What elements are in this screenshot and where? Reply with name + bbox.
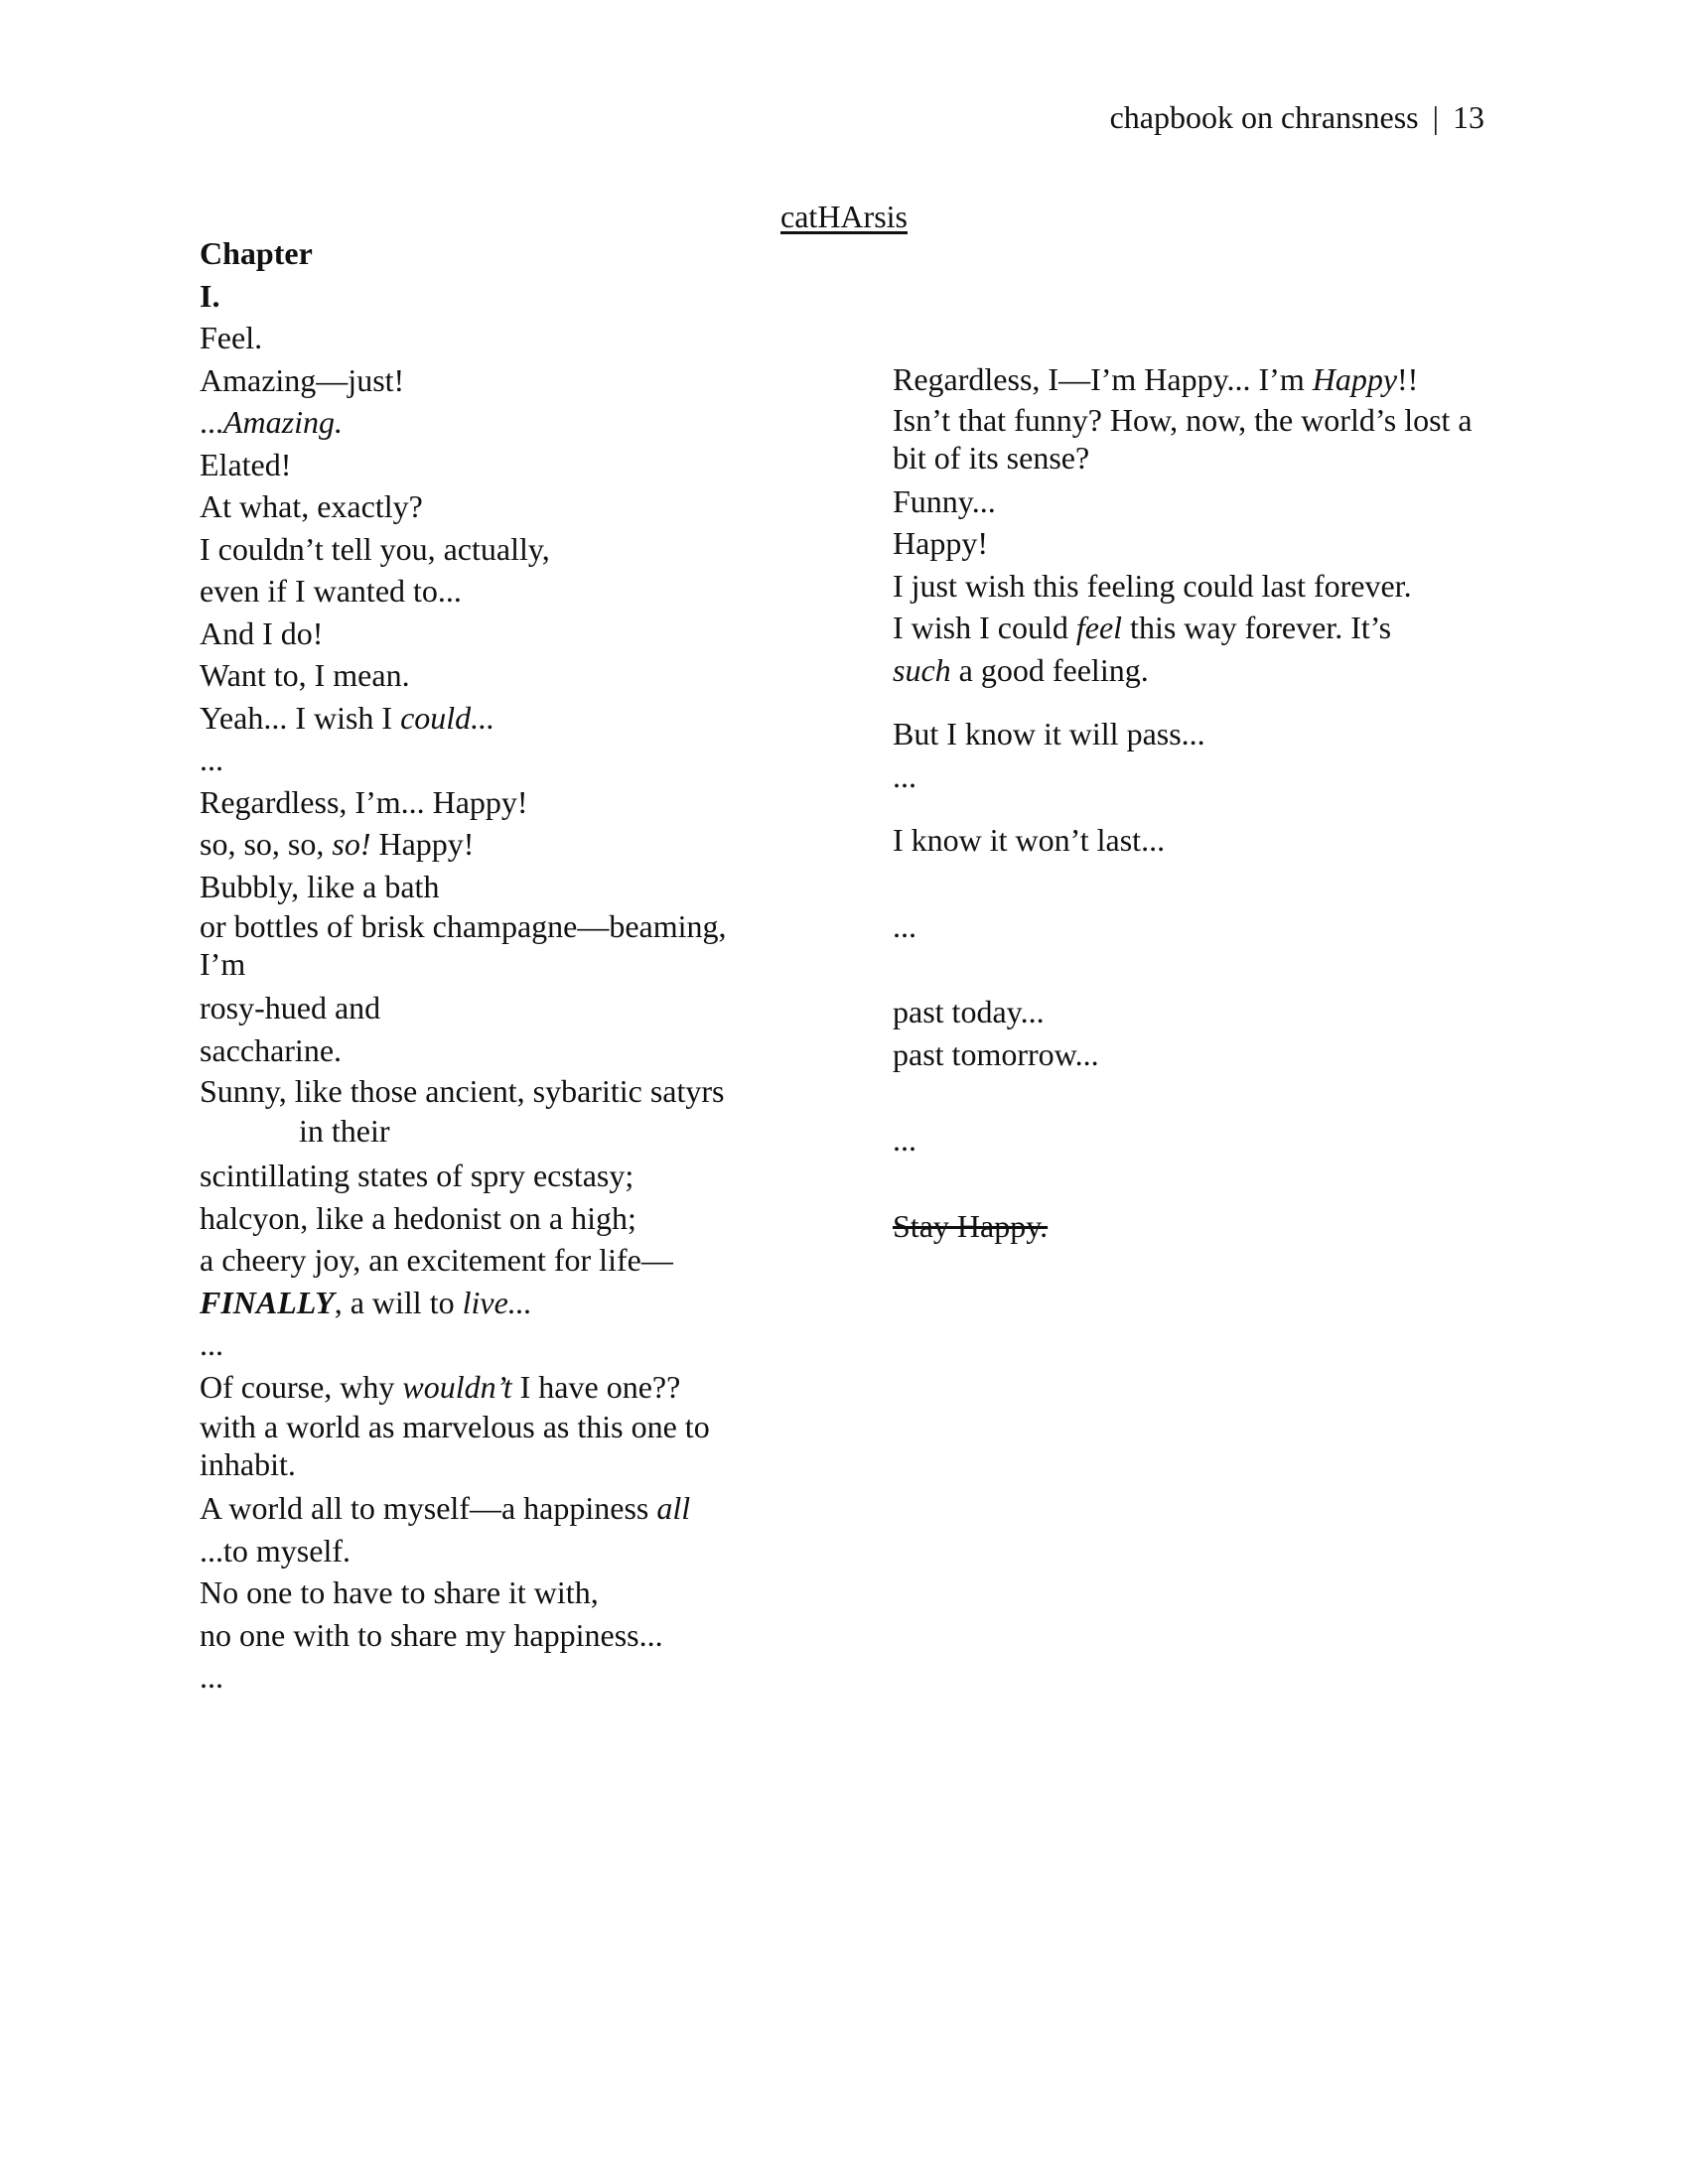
verse-line: Isn’t that funny? How, now, the world’s lost a bit of its sense? xyxy=(893,401,1473,476)
ellipsis-line: ... xyxy=(200,1659,223,1695)
stanza-break xyxy=(893,1161,1488,1183)
ellipsis-line: ... xyxy=(893,757,916,794)
running-header xyxy=(1110,97,1484,137)
verse-fragment: A world all to myself—a happiness xyxy=(200,1490,657,1526)
verse-emphasis: Amazing. xyxy=(223,404,343,440)
verse-line: with a world as marvelous as this one to inhabit. xyxy=(200,1409,710,1482)
verse-line: saccharine. xyxy=(200,1031,343,1068)
poem-title xyxy=(0,197,1688,236)
verse-line: Funny... xyxy=(893,482,996,519)
stanza-break xyxy=(893,862,1488,884)
stanza-break xyxy=(893,969,1488,991)
ellipsis-line: ... xyxy=(200,742,223,777)
verse-line: rosy-hued and xyxy=(200,990,381,1025)
verse-line: Happy! xyxy=(893,525,988,561)
verse-line: No one to have to share it with, xyxy=(200,1574,599,1610)
stanza-break xyxy=(893,797,1488,819)
verse-emphasis: Happy xyxy=(1312,361,1398,397)
verse-line xyxy=(893,607,1488,649)
verse-fragment: Sunny, like those ancient, sybaritic satyrs xyxy=(200,1073,725,1109)
verse-line: Feel. xyxy=(200,320,263,355)
verse-line: Regardless, I’m... Happy! xyxy=(200,783,528,820)
stanza-break xyxy=(893,1097,1488,1119)
verse-fragment: so, so, so, xyxy=(200,826,333,862)
chapter-label: Chapter xyxy=(200,235,313,271)
chapter-numeral: I. xyxy=(200,277,220,314)
verse-line xyxy=(200,697,756,740)
ellipsis-line: ... xyxy=(893,907,916,944)
verse-line: Elated! xyxy=(200,446,292,482)
verse-line: Want to, I mean. xyxy=(200,657,410,693)
verse-emphasis: such xyxy=(893,651,951,688)
verse-line: Bubbly, like a bath xyxy=(200,868,440,904)
verse-line xyxy=(200,1487,756,1530)
verse-fragment: ... xyxy=(200,404,223,440)
right-column xyxy=(893,358,1488,1247)
verse-line xyxy=(200,401,756,444)
left-column xyxy=(200,232,756,1699)
verse-line: I couldn’t tell you, actually, xyxy=(200,530,550,567)
verse-line: scintillating states of spry ecstasy; xyxy=(200,1158,634,1193)
ellipsis-line: ... xyxy=(893,1122,916,1158)
verse-emphasis: could... xyxy=(400,699,495,736)
verse-emphasis: live... xyxy=(462,1284,532,1320)
verse-line: ...to myself. xyxy=(200,1532,351,1569)
struck-verse-line: Stay Happy. xyxy=(893,1207,1049,1244)
verse-indent-fragment: in their xyxy=(299,1113,390,1149)
verse-line xyxy=(200,1282,756,1324)
verse-emphasis: feel xyxy=(1075,610,1123,645)
verse-line xyxy=(893,358,1488,401)
verse-line: no one with to share my happiness... xyxy=(200,1616,663,1653)
verse-emphasis: wouldn’t xyxy=(402,1368,512,1405)
verse-line: And I do! xyxy=(200,614,324,651)
stanza-break xyxy=(893,947,1488,969)
verse-line: or bottles of brisk champagne—beaming, I’m xyxy=(200,908,727,982)
stanza-break xyxy=(893,1183,1488,1205)
verse-line: a cheery joy, an excitement for life— xyxy=(200,1242,673,1278)
verse-fragment: this way forever. It’s xyxy=(1122,610,1392,645)
verse-line xyxy=(200,1366,756,1409)
verse-line xyxy=(893,649,1488,692)
verse-line xyxy=(200,823,756,866)
verse-fragment: Of course, why xyxy=(200,1368,403,1405)
ellipsis-line: ... xyxy=(200,1326,223,1362)
verse-line: even if I wanted to... xyxy=(200,573,462,609)
verse-fragment: Happy! xyxy=(370,826,475,862)
stanza-break xyxy=(893,884,1488,905)
verse-emphasis: all xyxy=(656,1490,691,1526)
verse-fragment: a good feeling. xyxy=(950,651,1149,688)
verse-line: halcyon, like a hedonist on a high; xyxy=(200,1199,636,1236)
verse-fragment: Yeah... I wish I xyxy=(200,699,401,736)
verse-line: I just wish this feeling could last forever. xyxy=(893,567,1412,604)
verse-line: past tomorrow... xyxy=(893,1035,1099,1072)
verse-fragment: I wish I could xyxy=(893,610,1076,645)
verse-line: past today... xyxy=(893,994,1045,1029)
stanza-break xyxy=(893,691,1488,713)
verse-fragment: , a will to xyxy=(334,1284,463,1320)
verse-line: At what, exactly? xyxy=(200,488,423,524)
page-number: 13 xyxy=(1453,99,1484,135)
verse-fragment: !! xyxy=(1397,361,1419,397)
verse-line xyxy=(200,1071,756,1155)
verse-strong: FINALLY xyxy=(200,1284,335,1320)
verse-emphasis: so! xyxy=(332,826,371,862)
verse-fragment: Regardless, I—I’m Happy... I’m xyxy=(893,361,1313,397)
verse-line: I know it won’t last... xyxy=(893,822,1166,858)
poem-title-text: catHArsis xyxy=(780,199,908,234)
verse-line: Amazing—just! xyxy=(200,361,405,398)
header-separator: | xyxy=(1432,99,1439,135)
book-title: chapbook on chransness xyxy=(1109,99,1419,135)
verse-fragment: I have one?? xyxy=(511,1368,681,1405)
stanza-break xyxy=(893,1075,1488,1097)
verse-line: But I know it will pass... xyxy=(893,716,1205,751)
